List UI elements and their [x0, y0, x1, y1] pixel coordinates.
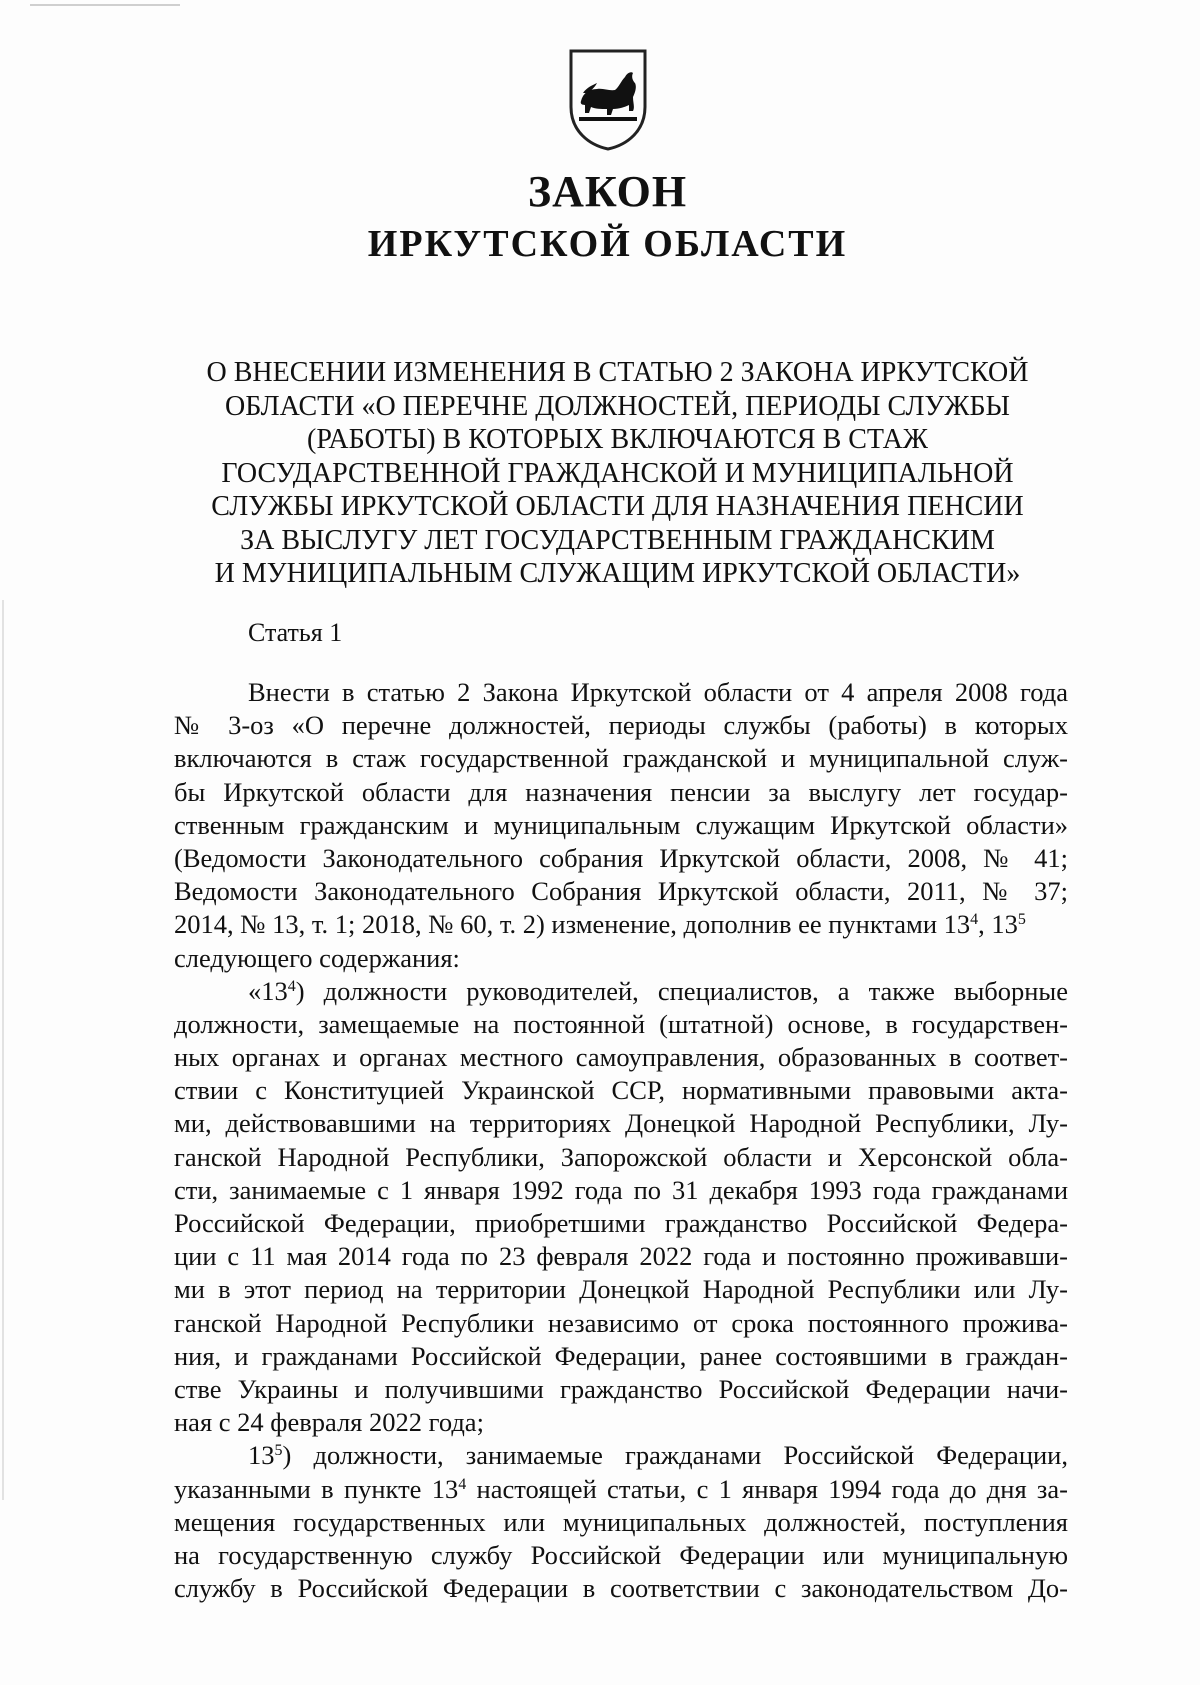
- paragraph-line: (Ведомости Законодательного собрания Иркутской области, 2008, № 41;: [174, 842, 1068, 873]
- paragraph-line: ми, действовавшими на территориях Донецкой Народной Республики, Лу-: [174, 1108, 1068, 1139]
- paragraph-line: [174, 1473, 1068, 1506]
- line-text: 13: [248, 1440, 275, 1471]
- paragraph-line: ганской Народной Республики, Запорожской области и Херсонской обла-: [174, 1141, 1068, 1172]
- law-title: ЗАКОН: [527, 167, 688, 216]
- paragraph-line: следующего содержания:: [174, 942, 460, 973]
- paragraph-line: Ведомости Законодательного Собрания Иркутской области, 2011, № 37;: [174, 876, 1068, 907]
- heading-line: (РАБОТЫ) В КОТОРЫХ ВКЛЮЧАЮТСЯ В СТАЖ: [307, 424, 928, 455]
- paragraph-line: [174, 908, 1068, 941]
- paragraph-line: ственным гражданским и муниципальным служащим Иркутской области»: [174, 809, 1068, 840]
- scan-artifact-top: [30, 4, 180, 6]
- paragraph-line: Российской Федерации, приобретшими гражданство Российской Федера-: [174, 1208, 1068, 1238]
- paragraph-line: включаются в стаж государственной гражданской и муниципальной служ-: [174, 743, 1068, 774]
- paragraph-line: ных органах и органах местного самоуправления, образованных в соответ-: [174, 1042, 1068, 1073]
- paragraph-line: ная с 24 февраля 2022 года;: [174, 1407, 484, 1438]
- superscript: 4: [458, 1475, 467, 1493]
- heading-line: И МУНИЦИПАЛЬНЫМ СЛУЖАЩИМ ИРКУТСКОЙ ОБЛАСТИ»: [214, 558, 1021, 589]
- paragraph-line: ния, и гражданами Российской Федерации, ранее состоявшими в граждан-: [174, 1340, 1068, 1371]
- paragraph-line: службу в Российской Федерации в соответствии с законодательством До-: [174, 1573, 1068, 1604]
- paragraph-line: ганской Народной Республики независимо от срока постоянного прожива-: [174, 1307, 1068, 1338]
- superscript: 4: [287, 977, 296, 995]
- paragraph-line: мещения государственных или муниципальных должностей, поступления: [174, 1506, 1068, 1537]
- heading-line: О ВНЕСЕНИИ ИЗМЕНЕНИЯ В СТАТЬЮ 2 ЗАКОНА ИРКУТСКОЙ: [206, 357, 1029, 388]
- article-label: Статья 1: [248, 618, 343, 647]
- heading-line: ГОСУДАРСТВЕННОЙ ГРАЖДАНСКОЙ И МУНИЦИПАЛЬНОЙ: [221, 457, 1014, 489]
- article-body: [174, 676, 1068, 1605]
- paragraph-line: на государственную службу Российской Федерации или муниципальную: [174, 1539, 1068, 1570]
- paragraph-line: Внести в статью 2 Закона Иркутской области от 4 апреля 2008 года: [248, 677, 1068, 707]
- paragraph-line: № 3-оз «О перечне должностей, периоды службы (работы) в которых: [174, 710, 1068, 741]
- law-region-title: ИРКУТСКОЙ ОБЛАСТИ: [367, 223, 848, 265]
- paragraph-line: бы Иркутской области для назначения пенсии за выслугу лет государ-: [174, 776, 1068, 807]
- superscript: 5: [274, 1442, 283, 1460]
- irkutsk-coat-of-arms-icon: [567, 47, 649, 151]
- superscript: 4: [970, 911, 979, 929]
- heading-line: СЛУЖБЫ ИРКУТСКОЙ ОБЛАСТИ ДЛЯ НАЗНАЧЕНИЯ ПЕНСИИ: [211, 491, 1024, 522]
- paragraph-line: ми в этот период на территории Донецкой Народной Республики или Лу-: [174, 1274, 1068, 1305]
- line-text: ) должности руководителей, специалистов, а также выборные: [295, 975, 1068, 1006]
- line-text: указанными в пункте 13: [174, 1473, 459, 1504]
- superscript: 5: [1017, 911, 1026, 929]
- law-heading: [180, 356, 1055, 591]
- line-text: , 13: [978, 909, 1018, 940]
- paragraph-line: должности, замещаемые на постоянной (штатной) основе, в государствен-: [174, 1008, 1068, 1039]
- line-text: «13: [248, 975, 288, 1006]
- paragraph-line: [174, 975, 1068, 1008]
- paragraph-line: ствии с Конституцией Украинской ССР, нормативными правовыми акта-: [174, 1075, 1068, 1106]
- paragraph-line: ции с 11 мая 2014 года по 23 февраля 2022 года и постоянно проживавши-: [174, 1241, 1068, 1272]
- paragraph-line: [174, 1439, 1068, 1472]
- scan-artifact-left-edge: [2, 600, 4, 1500]
- line-text: 2014, № 13, т. 1; 2018, № 60, т. 2) изменение, дополнив ее пунктами 13: [174, 909, 971, 940]
- line-text: ) должности, занимаемые гражданами Российской Федерации,: [282, 1440, 1068, 1471]
- heading-line: ОБЛАСТИ «О ПЕРЕЧНЕ ДОЛЖНОСТЕЙ, ПЕРИОДЫ СЛУЖБЫ: [225, 390, 1010, 422]
- heading-line: ЗА ВЫСЛУГУ ЛЕТ ГОСУДАРСТВЕННЫМ ГРАЖДАНСКИМ: [240, 524, 995, 556]
- paragraph-line: стве Украины и получившими гражданство Российской Федерации начи-: [174, 1373, 1068, 1404]
- paragraph-line: сти, занимаемые с 1 января 1992 года по 31 декабря 1993 года гражданами: [174, 1174, 1068, 1205]
- line-text: настоящей статьи, с 1 января 1994 года до дня за-: [466, 1473, 1068, 1504]
